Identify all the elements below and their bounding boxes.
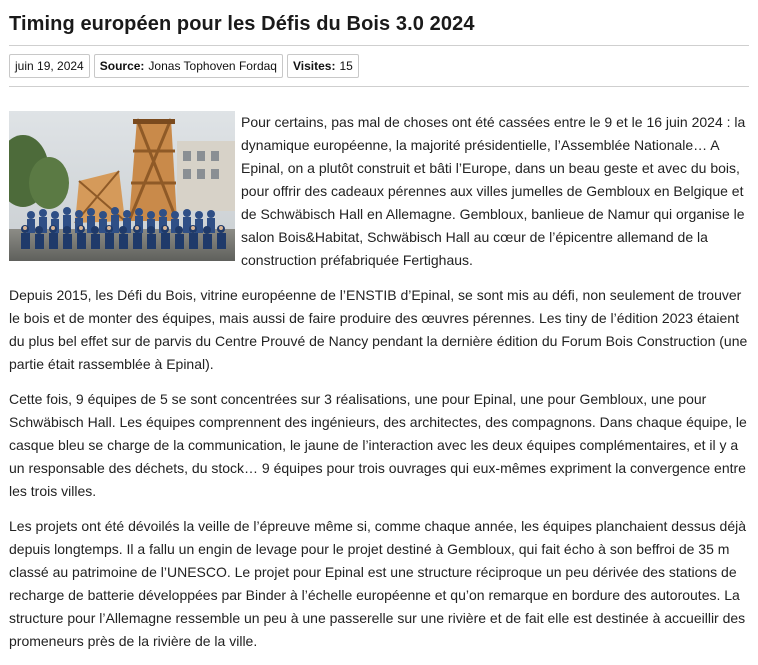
meta-divider: [9, 86, 749, 87]
date-chip: [9, 54, 90, 78]
source-value: Jonas Tophoven Fordaq: [148, 59, 277, 73]
visits-chip: [287, 54, 359, 78]
visits-label: Visites:: [292, 59, 336, 73]
title-divider: [9, 45, 749, 46]
article-body: [9, 111, 749, 653]
article-meta: [9, 54, 749, 78]
date-value: juin 19, 2024: [15, 59, 84, 73]
source-label: Source:: [99, 59, 145, 73]
group-photo-icon: [9, 111, 235, 261]
paragraph-1: Pour certains, pas mal de choses ont été cassées entre le 9 et le 16 juin 2024 : la dynamique européenne, la majorité présidentielle, l’Assemblée Nationale… A Epinal, on a plutôt construit et bâti l’Europe, dans un beau geste et avec du bois, pour offrir des cadeaux pérennes aux villes jumelles de Gembloux en Belgique et de Schwäbisch Hall en Allemagne. Gembloux, banlieue de Namur qui organise le salon Bois&Habitat, Schwäbisch Hall au cœur de l’épicentre allemand de la construction préfabriquée Fertighaus.: [241, 114, 746, 268]
source-chip: [94, 54, 283, 78]
visits-value: 15: [339, 59, 353, 73]
paragraph-2: Depuis 2015, les Défi du Bois, vitrine européenne de l’ENSTIB d’Epinal, se sont mis au défi, non seulement de trouver le bois et de monter des équipes, mais aussi de faire produire des œuvres pérennes. Les tiny de l’édition 2023 étaient du plus bel effet sur de parvis du Centre Prouvé de Nancy pendant la dernière édition du Forum Bois Construction (une partie était rassemblée à Epinal).: [9, 287, 748, 372]
paragraph-4: Les projets ont été dévoilés la veille de l’épreuve même si, comme chaque année, les équipes planchaient dessus déjà depuis longtemps. Il a fallu un engin de levage pour le projet destiné à Gembloux, qui fait écho à son beffroi de 35 m classé au patrimoine de l’UNESCO. Le projet pour Epinal est une structure réciproque un peu dérivée des stations de recharge de batterie développées par Binder à l’échelle européenne et qu’on remarque en bordure des autoroutes. La structure pour l’Allemagne ressemble un peu à une passerelle sur une rivière et de fait elle est destinée à accueillir des promeneurs près de la rivière de la ville.: [9, 518, 747, 649]
article-title: Timing européen pour les Défis du Bois 3.0 2024: [9, 13, 475, 35]
article-page: [9, 0, 749, 665]
paragraph-3: Cette fois, 9 équipes de 5 se sont concentrées sur 3 réalisations, une pour Epinal, une pour Gembloux, une pour Schwäbisch Hall. Les équipes comprennent des ingénieurs, des architectes, des compagnons. Dans chaque équipe, le casque bleu se charge de la communication, le jaune de l’interaction avec les deux équipes complémentaires, et il y a un responsable des déchets, du stock… 9 équipes pour trois ouvrages qui eux-mêmes expriment la convergence entre les trois villes.: [9, 391, 747, 499]
